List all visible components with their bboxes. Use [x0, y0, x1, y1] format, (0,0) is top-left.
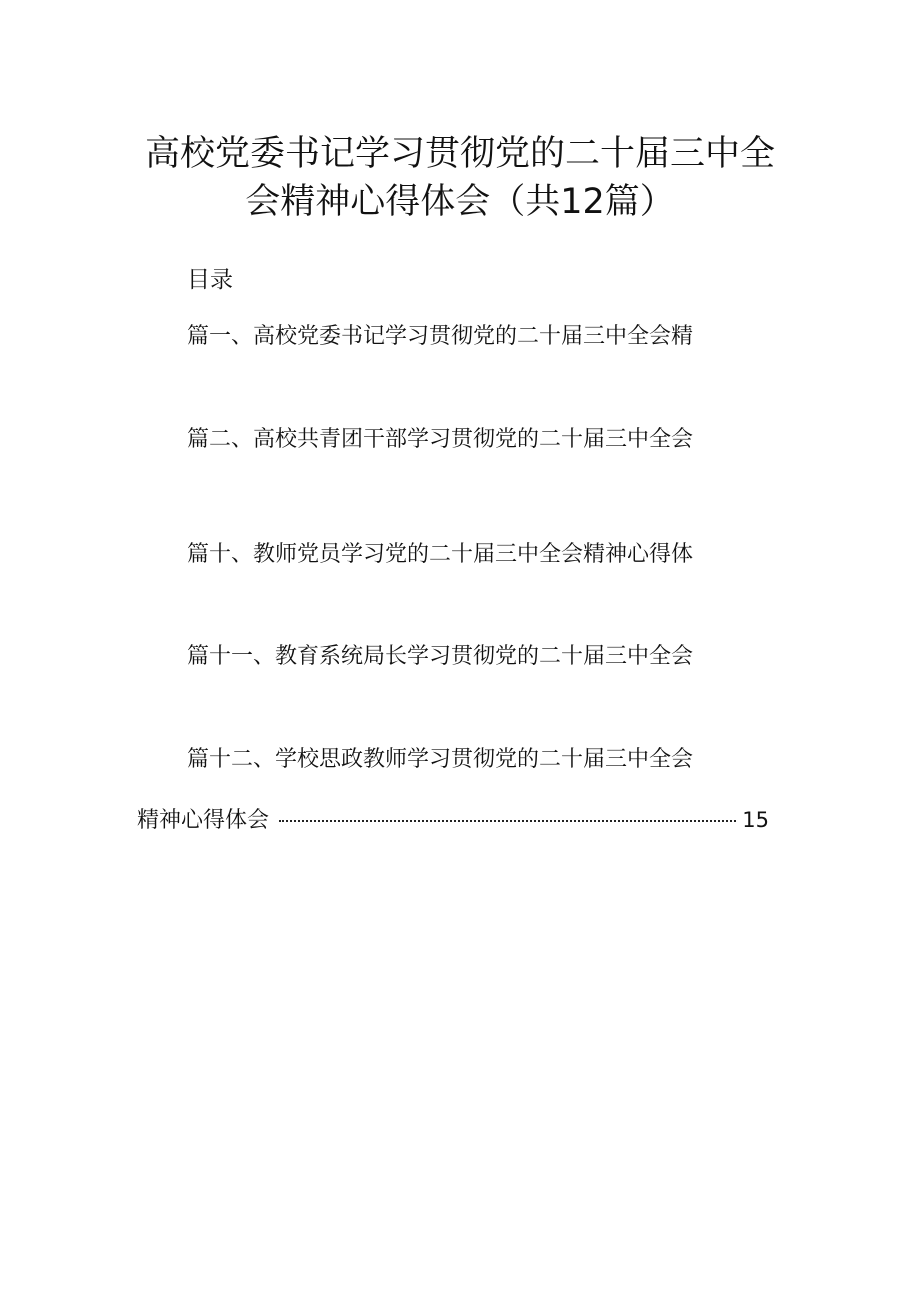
- toc-entry[interactable]: 篇十二、学校思政教师学习贯彻党的二十届三中全会: [187, 747, 694, 772]
- document-title-line-1: 高校党委书记学习贯彻党的二十届三中全: [144, 134, 775, 174]
- toc-entry-continuation[interactable]: [137, 804, 769, 836]
- dot-leader: [279, 820, 736, 822]
- toc-entry[interactable]: 篇十一、教育系统局长学习贯彻党的二十届三中全会: [187, 644, 694, 669]
- toc-entry[interactable]: 篇二、高校共青团干部学习贯彻党的二十届三中全会: [187, 427, 694, 452]
- toc-entry[interactable]: 篇十、教师党员学习党的二十届三中全会精神心得体: [187, 542, 694, 567]
- toc-entry-continuation-text: 精神心得体会: [137, 808, 270, 833]
- document-title-line-2: 会精神心得体会（共12篇）: [245, 182, 675, 222]
- toc-entry[interactable]: 篇一、高校党委书记学习贯彻党的二十届三中全会精: [187, 324, 694, 349]
- toc-page-number: 15: [742, 808, 769, 832]
- toc-heading: 目录: [187, 267, 233, 293]
